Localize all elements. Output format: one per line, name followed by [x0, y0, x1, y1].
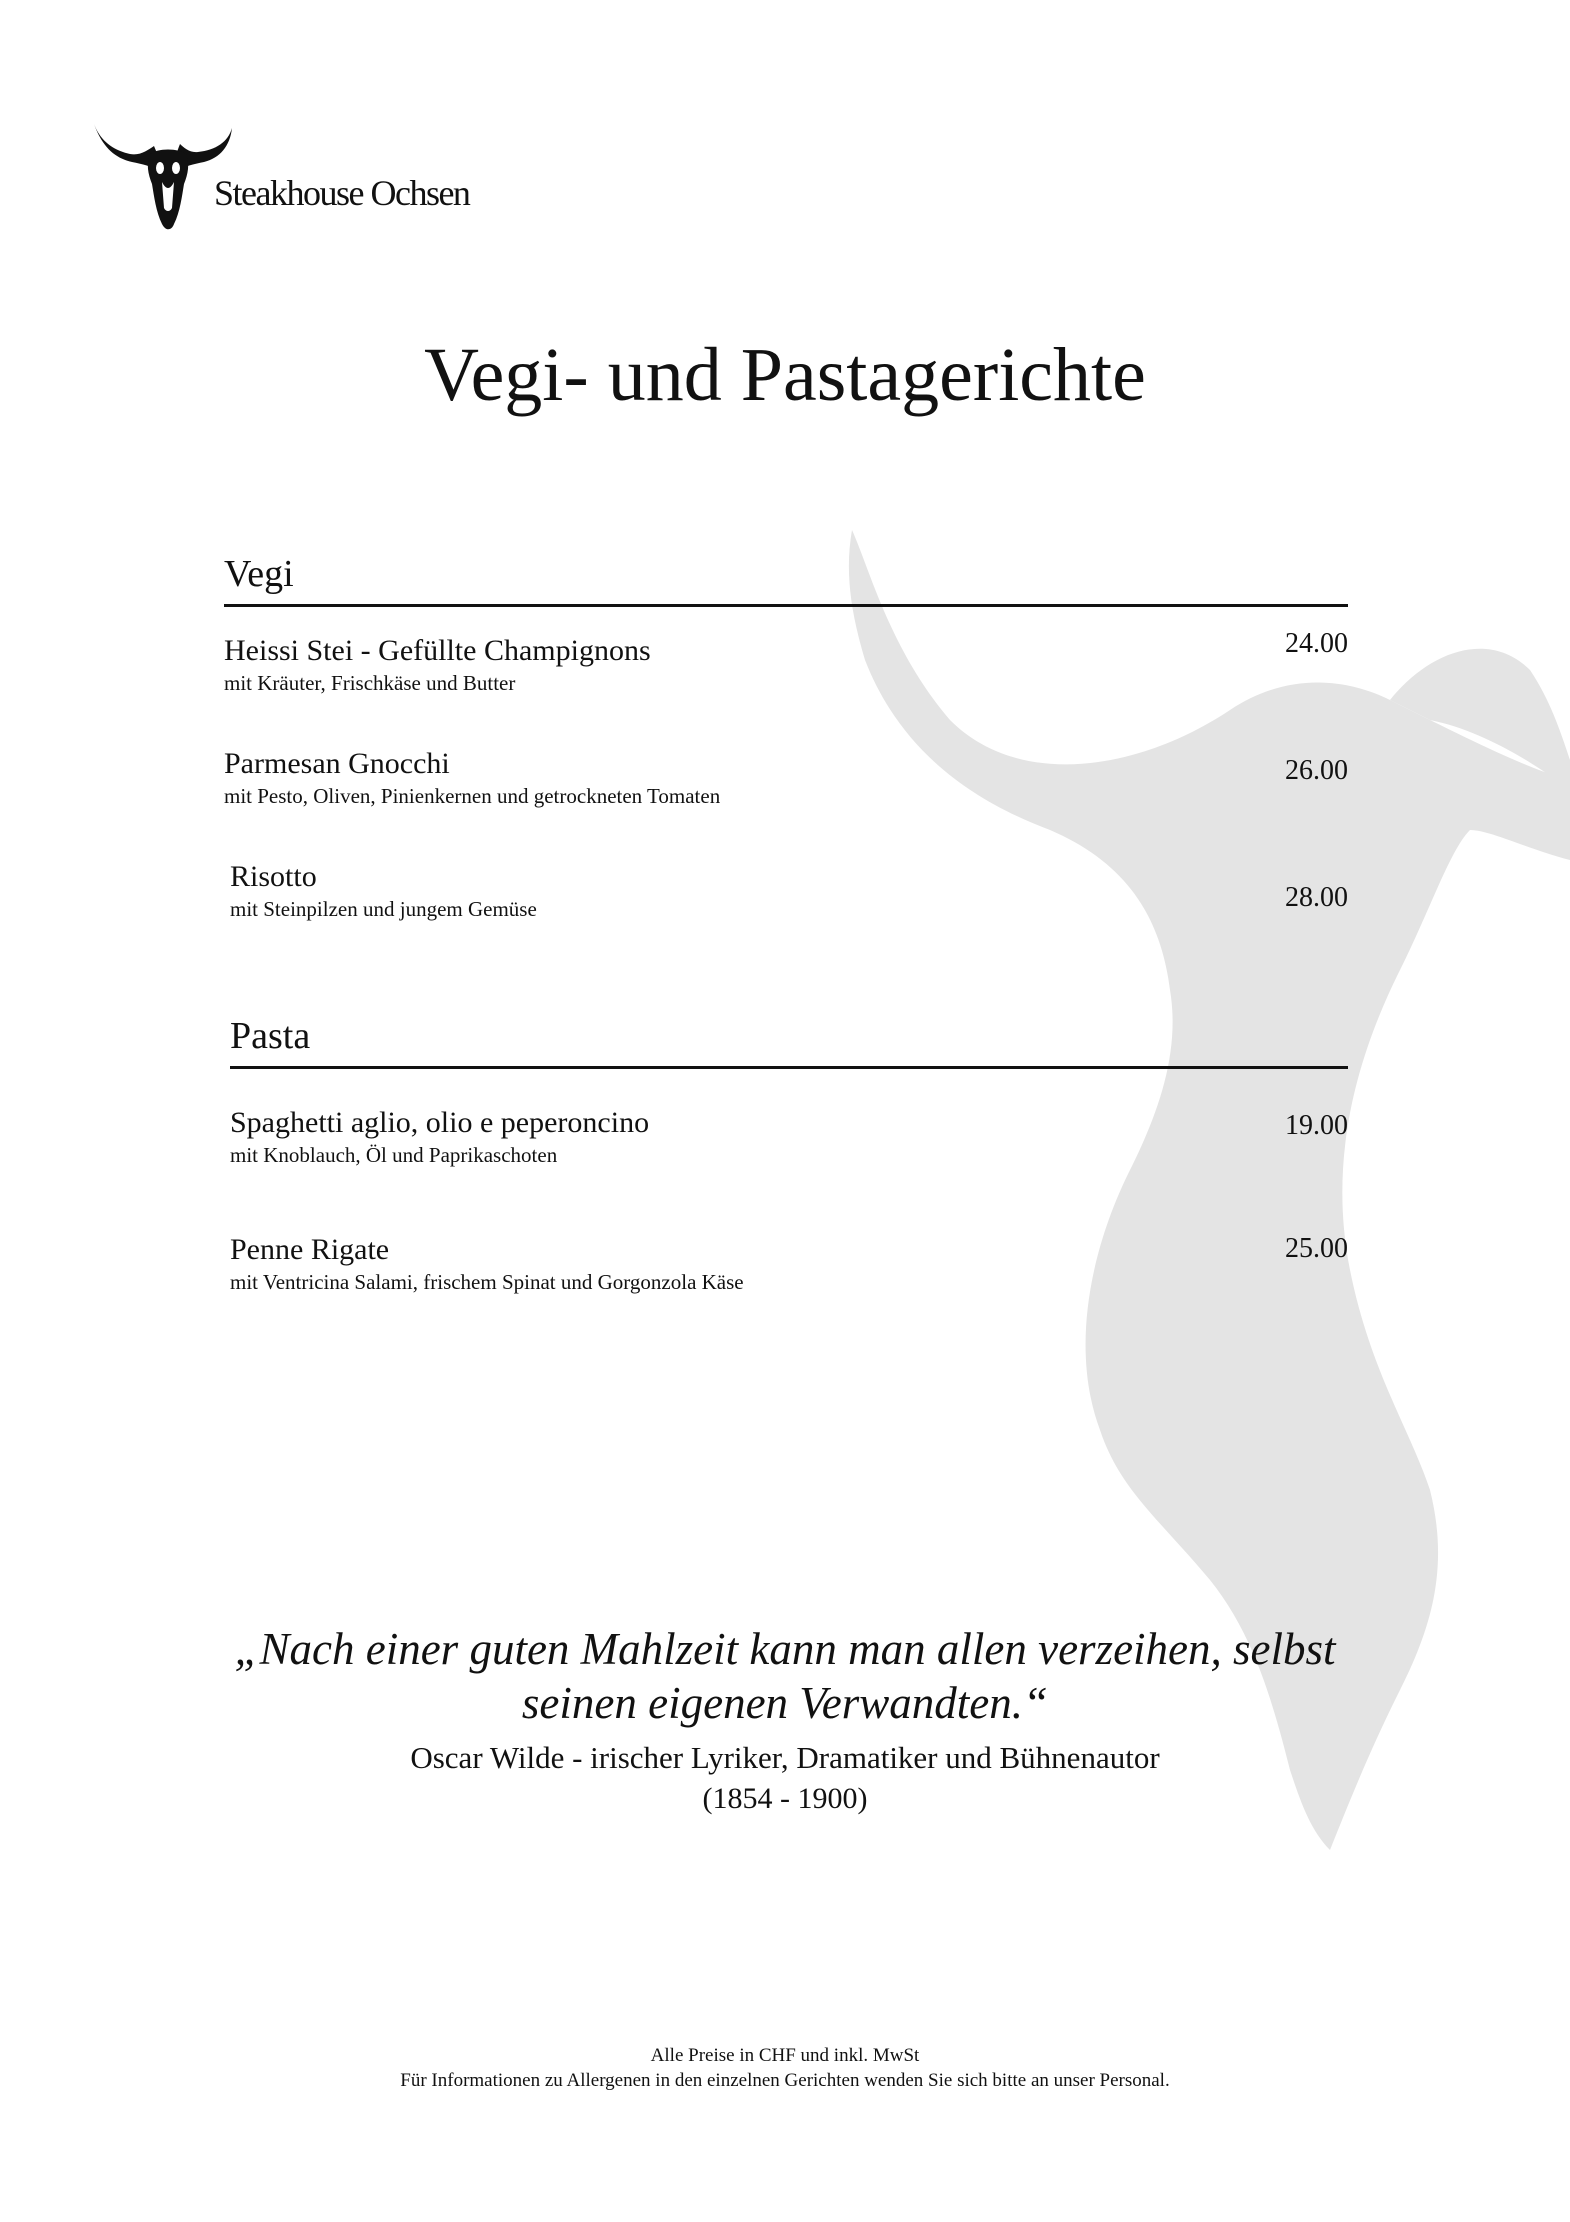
item-price: 24.00: [1285, 628, 1348, 659]
item-name: Parmesan Gnocchi: [224, 747, 450, 780]
section-divider: [230, 1066, 1348, 1069]
menu-item: [230, 1233, 1348, 1295]
section-heading: Pasta: [230, 1015, 311, 1057]
menu-item: [230, 860, 1354, 922]
item-price: 26.00: [1285, 755, 1348, 786]
item-price: 25.00: [1285, 1233, 1348, 1264]
item-description: mit Pesto, Oliven, Pinienkernen und getrockneten Tomaten: [224, 784, 721, 808]
quote-author: Oscar Wilde - irischer Lyriker, Dramatiker und Bühnenautor: [410, 1740, 1160, 1775]
footer: [0, 2043, 1570, 2093]
quote-text: „Nach einer guten Mahlzeit kann man allen verzeihen, selbst seinen eigenen Verwandten.“: [234, 1624, 1336, 1728]
item-description: mit Kräuter, Frischkäse und Butter: [224, 671, 516, 695]
item-description: mit Steinpilzen und jungem Gemüse: [230, 897, 537, 921]
section-heading: Vegi: [224, 553, 294, 595]
item-name: Penne Rigate: [230, 1233, 390, 1266]
item-price: 28.00: [1285, 882, 1348, 913]
item-name: Heissi Stei - Gefüllte Champignons: [224, 634, 651, 667]
item-price: 19.00: [1285, 1110, 1348, 1141]
item-description: mit Knoblauch, Öl und Paprikaschoten: [230, 1143, 558, 1167]
item-name: Risotto: [230, 860, 317, 893]
footer-price-note: Alle Preise in CHF und inkl. MwSt: [650, 2045, 920, 2066]
item-description: mit Ventricina Salami, frischem Spinat und Gorgonzola Käse: [230, 1270, 744, 1294]
logo: [92, 120, 542, 240]
page-title: Vegi- und Pastagerichte: [424, 333, 1146, 417]
section-pasta: [230, 1014, 1348, 1294]
restaurant-name: Steakhouse Ochsen: [214, 173, 470, 213]
menu-item: [230, 1106, 1348, 1168]
footer-allergen-note: Für Informationen zu Allergenen in den einzelnen Gerichten wenden Sie sich bitte an unser Personal.: [400, 2070, 1170, 2091]
section-divider: [224, 604, 1348, 607]
quote-years: (1854 - 1900): [702, 1782, 868, 1815]
menu-item: [224, 628, 1348, 696]
quote-block: [0, 1622, 1570, 1816]
item-name: Spaghetti aglio, olio e peperoncino: [230, 1106, 650, 1139]
section-vegi: [224, 552, 1348, 921]
menu-item: [224, 747, 1348, 809]
